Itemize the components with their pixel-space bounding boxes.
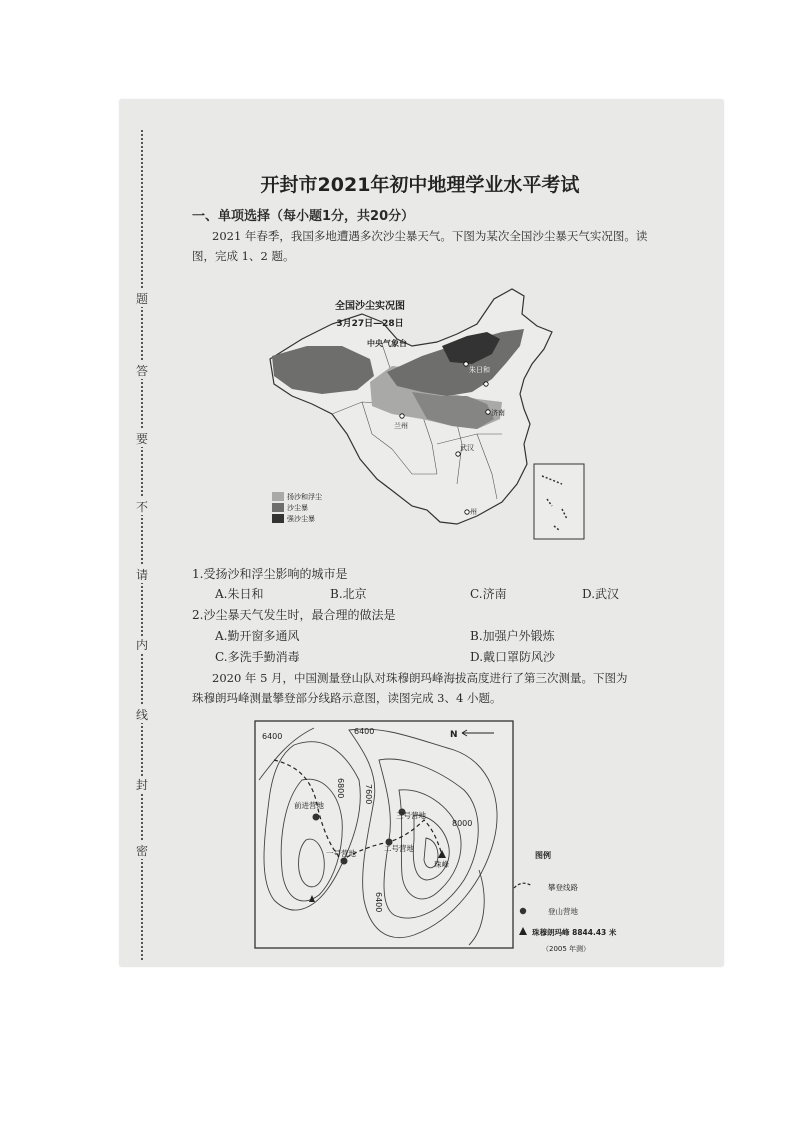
peak-legend-symbol bbox=[519, 927, 527, 935]
intro-paragraph-2-line: 2020 年 5 月，中国测量登山队对珠穆朗玛峰海拔高度进行了第三次测量。下图为 bbox=[212, 671, 628, 685]
city-label-lanzhou: 兰州 bbox=[394, 422, 408, 430]
legend-title: 图例 bbox=[535, 851, 551, 860]
route-legend-symbol bbox=[514, 883, 532, 888]
camp-dot-1 bbox=[341, 858, 348, 865]
binding-char: 不 bbox=[135, 500, 148, 514]
binding-char: 要 bbox=[135, 432, 148, 446]
map1-date: 3月27日—28日 bbox=[336, 319, 404, 329]
city-dot-zhurihe bbox=[464, 362, 468, 366]
binding-char: 封 bbox=[135, 778, 148, 792]
camp-label-qianjin: 前进营地 bbox=[294, 801, 324, 810]
everest-route-map bbox=[254, 720, 514, 950]
dust-storm-map bbox=[262, 284, 592, 552]
camp-legend-symbol bbox=[520, 908, 526, 914]
city-label-zhurihe: 朱日和 bbox=[469, 366, 490, 374]
city-dot-beijing bbox=[484, 382, 488, 386]
contour-label: 8000 bbox=[452, 819, 473, 828]
legend-label-light: 扬沙和浮尘 bbox=[287, 493, 322, 501]
camp-label-1: 一号营地 bbox=[326, 849, 356, 858]
intro-paragraph-line: 图，完成 1、2 题。 bbox=[192, 249, 295, 263]
contour-label: 6400 bbox=[262, 732, 283, 741]
contour-label: 6400 bbox=[374, 892, 383, 913]
question-1-option-d: D.武汉 bbox=[582, 587, 620, 601]
question-2-option-d: D.戴口罩防风沙 bbox=[470, 650, 556, 664]
question-2-stem: 2.沙尘暴天气发生时，最合理的做法是 bbox=[192, 608, 396, 622]
map1-source: 中央气象台 bbox=[367, 339, 407, 348]
intro-paragraph-line: 2021 年春季，我国多地遭遇多次沙尘暴天气。下图为某次全国沙尘暴天气实况图。读 bbox=[212, 229, 648, 243]
everest-map-legend bbox=[510, 848, 670, 960]
question-1-stem: 1.受扬沙和浮尘影响的城市是 bbox=[192, 567, 348, 581]
camp-label-3: 三号营地 bbox=[396, 811, 426, 820]
camp-dot-qianjin bbox=[313, 814, 320, 821]
legend-peak-label: 珠穆朗玛峰 8844.43 米 bbox=[532, 928, 617, 937]
binding-char: 答 bbox=[135, 364, 148, 378]
map1-title: 全国沙尘实况图 bbox=[335, 301, 405, 312]
legend-label-medium: 沙尘暴 bbox=[287, 504, 308, 512]
contour-label: 6400 bbox=[354, 727, 375, 736]
question-2-option-a: A.勤开窗多通风 bbox=[215, 629, 300, 643]
contour-label: 6800 bbox=[336, 778, 345, 799]
binding-dotted-line bbox=[141, 130, 143, 960]
legend-route-label: 攀登线路 bbox=[548, 883, 578, 892]
city-dot-lanzhou bbox=[400, 414, 404, 418]
question-2-option-b: B.加强户外锻炼 bbox=[470, 629, 555, 643]
exam-title: 开封市2021年初中地理学业水平考试 bbox=[260, 174, 580, 196]
north-label: N bbox=[450, 730, 458, 740]
city-label-guangzhou: 州 bbox=[470, 508, 477, 516]
city-dot-jinan bbox=[486, 410, 490, 414]
question-1-option-c: C.济南 bbox=[470, 587, 507, 601]
peak-label: 珠峰 bbox=[434, 860, 449, 869]
city-dot-guangzhou bbox=[465, 510, 469, 514]
legend-camp-label: 登山营地 bbox=[548, 907, 578, 916]
legend-label-strong: 强沙尘暴 bbox=[287, 515, 315, 523]
south-sea-inset bbox=[534, 464, 584, 539]
binding-char: 内 bbox=[135, 638, 148, 652]
city-dot-wuhan bbox=[456, 452, 460, 456]
map2-frame bbox=[255, 721, 513, 948]
contour-label: 7600 bbox=[364, 784, 373, 805]
question-1-option-a: A.朱日和 bbox=[215, 587, 264, 601]
city-label-jinan: 济南 bbox=[491, 409, 505, 417]
binding-char: 题 bbox=[135, 292, 148, 306]
city-label-wuhan: 武汉 bbox=[460, 444, 474, 452]
legend-peak-note: （2005 年测） bbox=[542, 945, 591, 953]
question-2-option-c: C.多洗手勤消毒 bbox=[215, 650, 300, 664]
binding-char: 请 bbox=[135, 568, 148, 582]
camp-label-2: 二号营地 bbox=[384, 844, 414, 853]
question-1-option-b: B.北京 bbox=[330, 587, 367, 601]
intro-paragraph-2-line: 珠穆朗玛峰测量攀登部分线路示意图，读图完成 3、4 小题。 bbox=[192, 691, 502, 705]
section-heading: 一、单项选择（每小题1分，共20分） bbox=[192, 209, 415, 224]
binding-char: 密 bbox=[135, 844, 148, 858]
binding-char: 线 bbox=[135, 708, 148, 722]
